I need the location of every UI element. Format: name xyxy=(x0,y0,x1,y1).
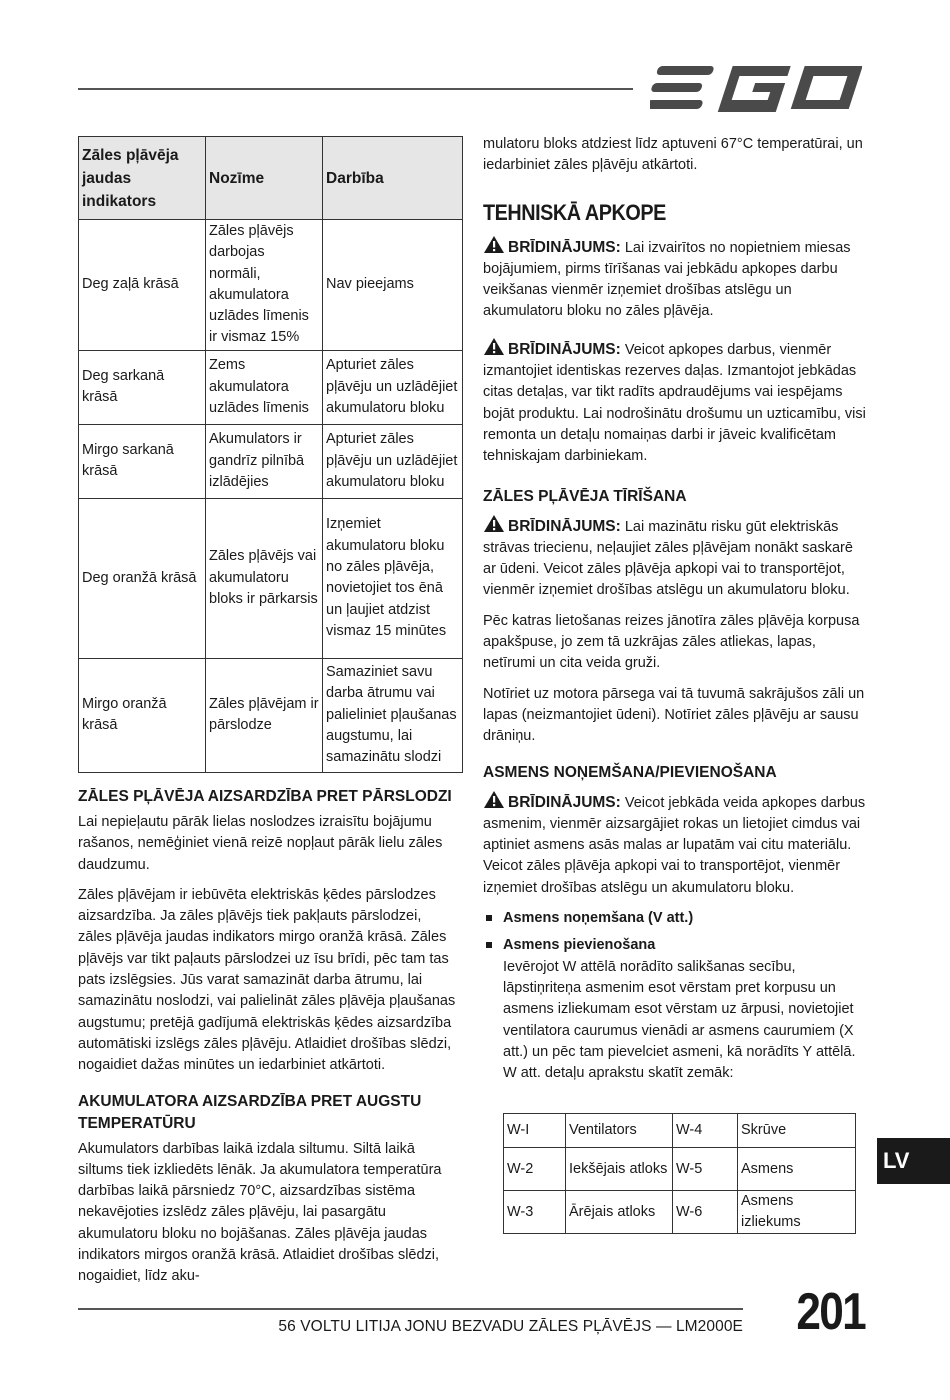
warning-block xyxy=(483,337,868,468)
table-cell: Apturiet zāles pļāvēju un uzlādējiet akumulatoru bloku xyxy=(323,350,463,424)
warning-block xyxy=(483,235,868,323)
footer-rule xyxy=(78,1308,743,1310)
table-cell: W-I xyxy=(504,1114,566,1148)
paragraph: Lai nepieļautu pārāk lielas noslodzes izraisītu bojājumu rašanos, nemēģiniet vienā reizē nopļaut pārāk lielu zāles daudzumu. xyxy=(78,814,443,873)
table-cell: Asmens izliekums xyxy=(738,1191,856,1234)
warning-triangle-icon xyxy=(483,235,505,254)
warning-triangle-icon xyxy=(483,790,505,809)
table-row xyxy=(504,1114,856,1148)
warning-label: BRĪDINĀJUMS: xyxy=(508,238,621,256)
section-heading: AKUMULATORA AIZSARDZĪBA PRET AUGSTU TEMPERATŪRU xyxy=(78,1092,422,1132)
table-cell: Asmens xyxy=(738,1148,856,1191)
table-header-row xyxy=(79,137,463,220)
table-cell: W-2 xyxy=(504,1148,566,1191)
warning-label: BRĪDINĀJUMS: xyxy=(508,517,621,535)
table-cell: Iekšējais atloks xyxy=(566,1148,673,1191)
table-cell: Zāles pļāvējs darbojas normāli, akumulatora uzlādes līmenis ir vismaz 15% xyxy=(206,220,323,351)
table-cell: Ārējais atloks xyxy=(566,1191,673,1234)
table-cell: W-3 xyxy=(504,1191,566,1234)
table-cell: W-5 xyxy=(673,1148,738,1191)
table-cell: Akumulators ir gandrīz pilnībā izlādējies xyxy=(206,424,323,498)
ego-logo xyxy=(650,62,862,114)
paragraph: Akumulators darbības laikā izdala siltumu. Siltā laikā siltums tiek izkliedēts lēnāk. Ja akumulatora temperatūra darbības laikā pārsniedz 70°C, aizsardzības sistēma nekavējoties izslēdz zāles pļāvēju, lai pasargātu akumulatoru bloku no bojāšanas. Zāles pļāvēja jaudas indikators mirgos oranžā krāsā. Atlaidiet drošības slēdzi, nogaidiet, līdz aku- xyxy=(78,1140,442,1285)
warning-triangle-icon xyxy=(483,337,505,356)
header-rule xyxy=(78,88,633,90)
section-heading: ZĀLES PĻĀVĒJA TĪRĪŠANA xyxy=(483,487,687,505)
table-cell: Apturiet zāles pļāvēju un uzlādējiet akumulatoru bloku xyxy=(323,424,463,498)
paragraph: Zāles pļāvējam ir iebūvēta elektriskās ķēdes pārslodzes aizsardzība. Ja zāles pļāvējs tiek pakļauts pārslodzei, zāles pļāvēja jaudas indikators mirgo oranžā krāsā. Zāles pļāvējs var tikt paļauts pārslodzei uz īsu brīdi, pēc tam tas pats izslēgsies. Jūs varat samazināt darba ātrumu, lai samazinātu noslodzi, vai palielināt zāles pļāvēja pļaušanas augstumu; pretējā gadījumā elektriskās ķēdes aizsardzība automātiski izslēgs zāles pļāvēju. Atlaidiet drošības slēdzi, nogaidiet dažas minūtes un iedarbiniet atkārtoti. xyxy=(78,886,456,1074)
footer-title: 56 VOLTU LITIJA JONU BEZVADU ZĀLES PĻĀVĒJS — LM2000E xyxy=(278,1318,743,1335)
warning-text: Lai izvairītos no nopietniem miesas bojājumiem, pirms tīrīšanas vai jebkādu apkopes darbu veikšanas vienmēr izņemiet drošības atslēgu un akumulatoru bloku no zāles pļāvēja. xyxy=(483,239,851,320)
table-row xyxy=(79,350,463,424)
table-cell: Mirgo sarkanā krāsā xyxy=(79,424,206,498)
table-cell: Nav pieejams xyxy=(323,220,463,351)
list-item-title: Asmens pievienošana xyxy=(503,937,656,954)
paragraph: mulatoru bloks atdziest līdz aptuveni 67°C temperatūrai, un iedarbiniet zāles pļāvēju atkārtoti. xyxy=(483,136,863,174)
warning-block xyxy=(483,790,868,899)
table-row xyxy=(79,658,463,772)
warning-label: BRĪDINĀJUMS: xyxy=(508,793,621,811)
table-row xyxy=(79,498,463,658)
warning-triangle-icon xyxy=(483,514,505,533)
table-cell: Mirgo oranžā krāsā xyxy=(79,658,206,772)
warning-block xyxy=(483,514,868,602)
warning-text: Lai mazinātu risku gūt elektriskās strāvas triecienu, neļaujiet zāles pļāvējam nonākt saskarē ar ūdeni. Veicot zāles pļāvēja apkopi vai to transportējot, vienmēr izņemiet drošības atslēgu un akumulatoru bloku. xyxy=(483,518,853,599)
blade-steps-list xyxy=(483,908,868,1084)
table-row xyxy=(504,1148,856,1191)
table-header-cell: Darbība xyxy=(323,137,463,220)
parts-table xyxy=(503,1113,856,1234)
power-indicator-table xyxy=(78,136,463,773)
list-item-text: Ievērojot W attēlā norādīto salikšanas secību, lāpstiņriteņa asmenim esot vērstam pret korpusu un asmens izliekumam esot vērstam uz ārpusi, novietojiet ventilatora caurumus vienādi ar asmens caurumiem (X att.) un pēc tam pievelciet asmeni, kā norādīts Y attēlā. W att. detaļu aprakstu skatīt zemāk: xyxy=(503,958,856,1082)
table-row xyxy=(79,424,463,498)
table-cell: Ventilators xyxy=(566,1114,673,1148)
table-cell: Zems akumulatora uzlādes līmenis xyxy=(206,350,323,424)
table-cell: Deg zaļā krāsā xyxy=(79,220,206,351)
section-heading: ASMENS NOŅEMŠANA/PIEVIENOŠANA xyxy=(483,763,777,781)
paragraph: Pēc katras lietošanas reizes jānotīra zāles pļāvēja korpusa apakšpuse, jo zem tā uzkrājas zāles atliekas, lapas, netīrumi un cita veida gruži. xyxy=(483,612,860,672)
table-header-cell: Nozīme xyxy=(206,137,323,220)
section-heading: ZĀLES PĻĀVĒJA AIZSARDZĪBA PRET PĀRSLODZI xyxy=(78,788,452,805)
warning-text: Veicot jebkāda veida apkopes darbus asmenim, vienmēr aizsargājiet rokas un lietojiet cimdus vai aptiniet asmens asās malas ar lupatām vai citu materiālu. Veicot zāles pļāvēja apkopi vai to transportējot, vienmēr izņemiet drošības atslēgu un akumulatoru bloku. xyxy=(483,794,866,896)
warning-label: BRĪDINĀJUMS: xyxy=(508,340,621,358)
left-column xyxy=(78,786,458,1297)
warning-text: Veicot apkopes darbus, vienmēr izmantojiet identiskas rezerves daļas. Izmantojot jebkādas citas detaļas, var tikt radīts apdraudējums vai iespējams bojāt produktu. Lai nodrošinātu drošumu un uzticamību, visi remonta un detaļu nomaiņas darbi ir jāveic kvalificētam tehniskajam darbiniekam. xyxy=(483,341,866,465)
table-header-cell: Zāles pļāvēja jaudas indikators xyxy=(79,137,206,220)
table-cell: Zāles pļāvējs vai akumulatoru bloks ir pārkarsis xyxy=(206,498,323,658)
table-cell: Samaziniet savu darba ātrumu vai palieliniet pļaušanas augstumu, lai samazinātu slodzi xyxy=(323,658,463,772)
table-cell: Izņemiet akumulatoru bloku no zāles pļāvēja, novietojiet tos ēnā un ļaujiet atdzist vismaz 15 minūtes xyxy=(323,498,463,658)
right-column xyxy=(483,134,868,1090)
table-cell: Deg oranžā krāsā xyxy=(79,498,206,658)
table-row xyxy=(79,220,463,351)
list-item: Asmens noņemšana (V att.) xyxy=(483,908,868,929)
section-title: TEHNISKĀ APKOPE xyxy=(483,199,666,225)
language-tab: LV xyxy=(877,1138,950,1184)
paragraph: Notīriet uz motora pārsega vai tā tuvumā sakrājušos zāli un lapas (neizmantojiet ūdeni). Notīriet zāles pļāvēju ar sausu drāniņu. xyxy=(483,685,865,745)
table-cell: Skrūve xyxy=(738,1114,856,1148)
table-cell: W-6 xyxy=(673,1191,738,1234)
table-cell: W-4 xyxy=(673,1114,738,1148)
list-item xyxy=(483,935,868,1084)
page-number: 201 xyxy=(796,1283,865,1341)
table-cell: Zāles pļāvējam ir pārslodze xyxy=(206,658,323,772)
table-row xyxy=(504,1191,856,1234)
table-cell: Deg sarkanā krāsā xyxy=(79,350,206,424)
